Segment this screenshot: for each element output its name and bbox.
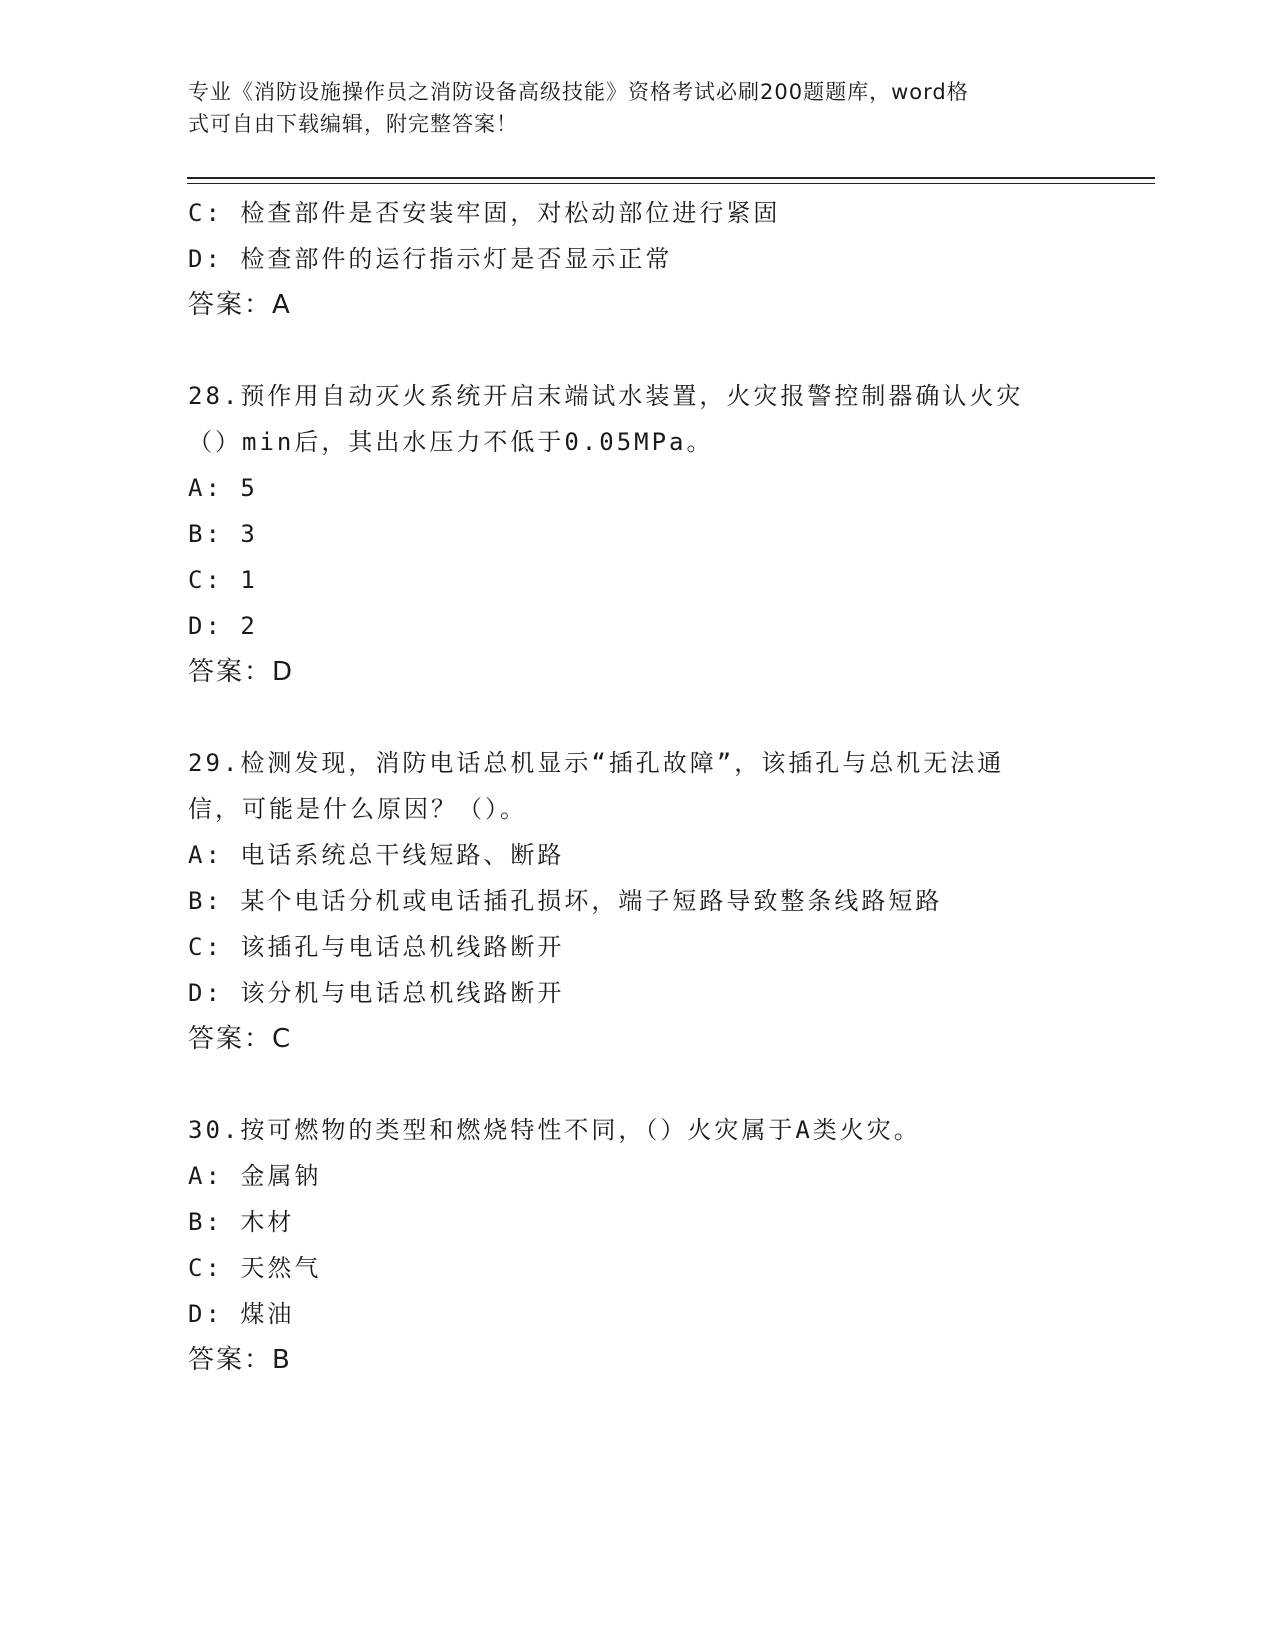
question-28	[188, 373, 1088, 695]
header-line-2: 式可自由下载编辑，附完整答案！	[188, 112, 518, 136]
option-c: C: 检查部件是否安装牢固，对松动部位进行紧固	[188, 199, 781, 227]
question-30	[188, 1107, 1088, 1383]
option-d: D: 该分机与电话总机线路断开	[188, 979, 565, 1007]
question-29	[188, 740, 1088, 1062]
option-c: C: 天然气	[188, 1254, 322, 1282]
header-line-1: 专业《消防设施操作员之消防设备高级技能》资格考试必刷200题题库，word格	[188, 80, 969, 104]
question-stem-line: 信，可能是什么原因？（）。	[188, 795, 527, 823]
option-b: B: 某个电话分机或电话插孔损坏，端子短路导致整条线路短路	[188, 887, 943, 915]
option-d: D: 煤油	[188, 1300, 295, 1328]
question-stem-line: （）min后，其出水压力不低于0.05MPa。	[188, 428, 714, 456]
answer-line: 答案：A	[188, 290, 292, 320]
answer-line: 答案：C	[188, 1024, 293, 1054]
header-divider-thick	[187, 177, 1155, 179]
option-b: B: 3	[188, 520, 258, 548]
question-stem-line: 30.按可燃物的类型和燃烧特性不同，（）火灾属于A类火灾。	[188, 1116, 921, 1144]
option-c: C: 1	[188, 566, 258, 594]
option-d: D: 检查部件的运行指示灯是否显示正常	[188, 245, 673, 273]
previous-question-tail	[188, 190, 1088, 328]
answer-line: 答案：B	[188, 1345, 292, 1375]
option-d: D: 2	[188, 612, 258, 640]
option-a: A: 5	[188, 474, 258, 502]
question-stem-line: 29.检测发现，消防电话总机显示“插孔故障”，该插孔与总机无法通	[188, 749, 1005, 777]
answer-line: 答案：D	[188, 657, 295, 687]
question-content	[188, 190, 1088, 1383]
document-header	[188, 76, 1068, 140]
question-stem-line: 28.预作用自动灭火系统开启末端试水装置，火灾报警控制器确认火灾	[188, 382, 1024, 410]
option-b: B: 木材	[188, 1208, 295, 1236]
header-divider-thin	[187, 183, 1155, 184]
option-a: A: 电话系统总干线短路、断路	[188, 841, 565, 869]
option-c: C: 该插孔与电话总机线路断开	[188, 933, 565, 961]
option-a: A: 金属钠	[188, 1162, 322, 1190]
